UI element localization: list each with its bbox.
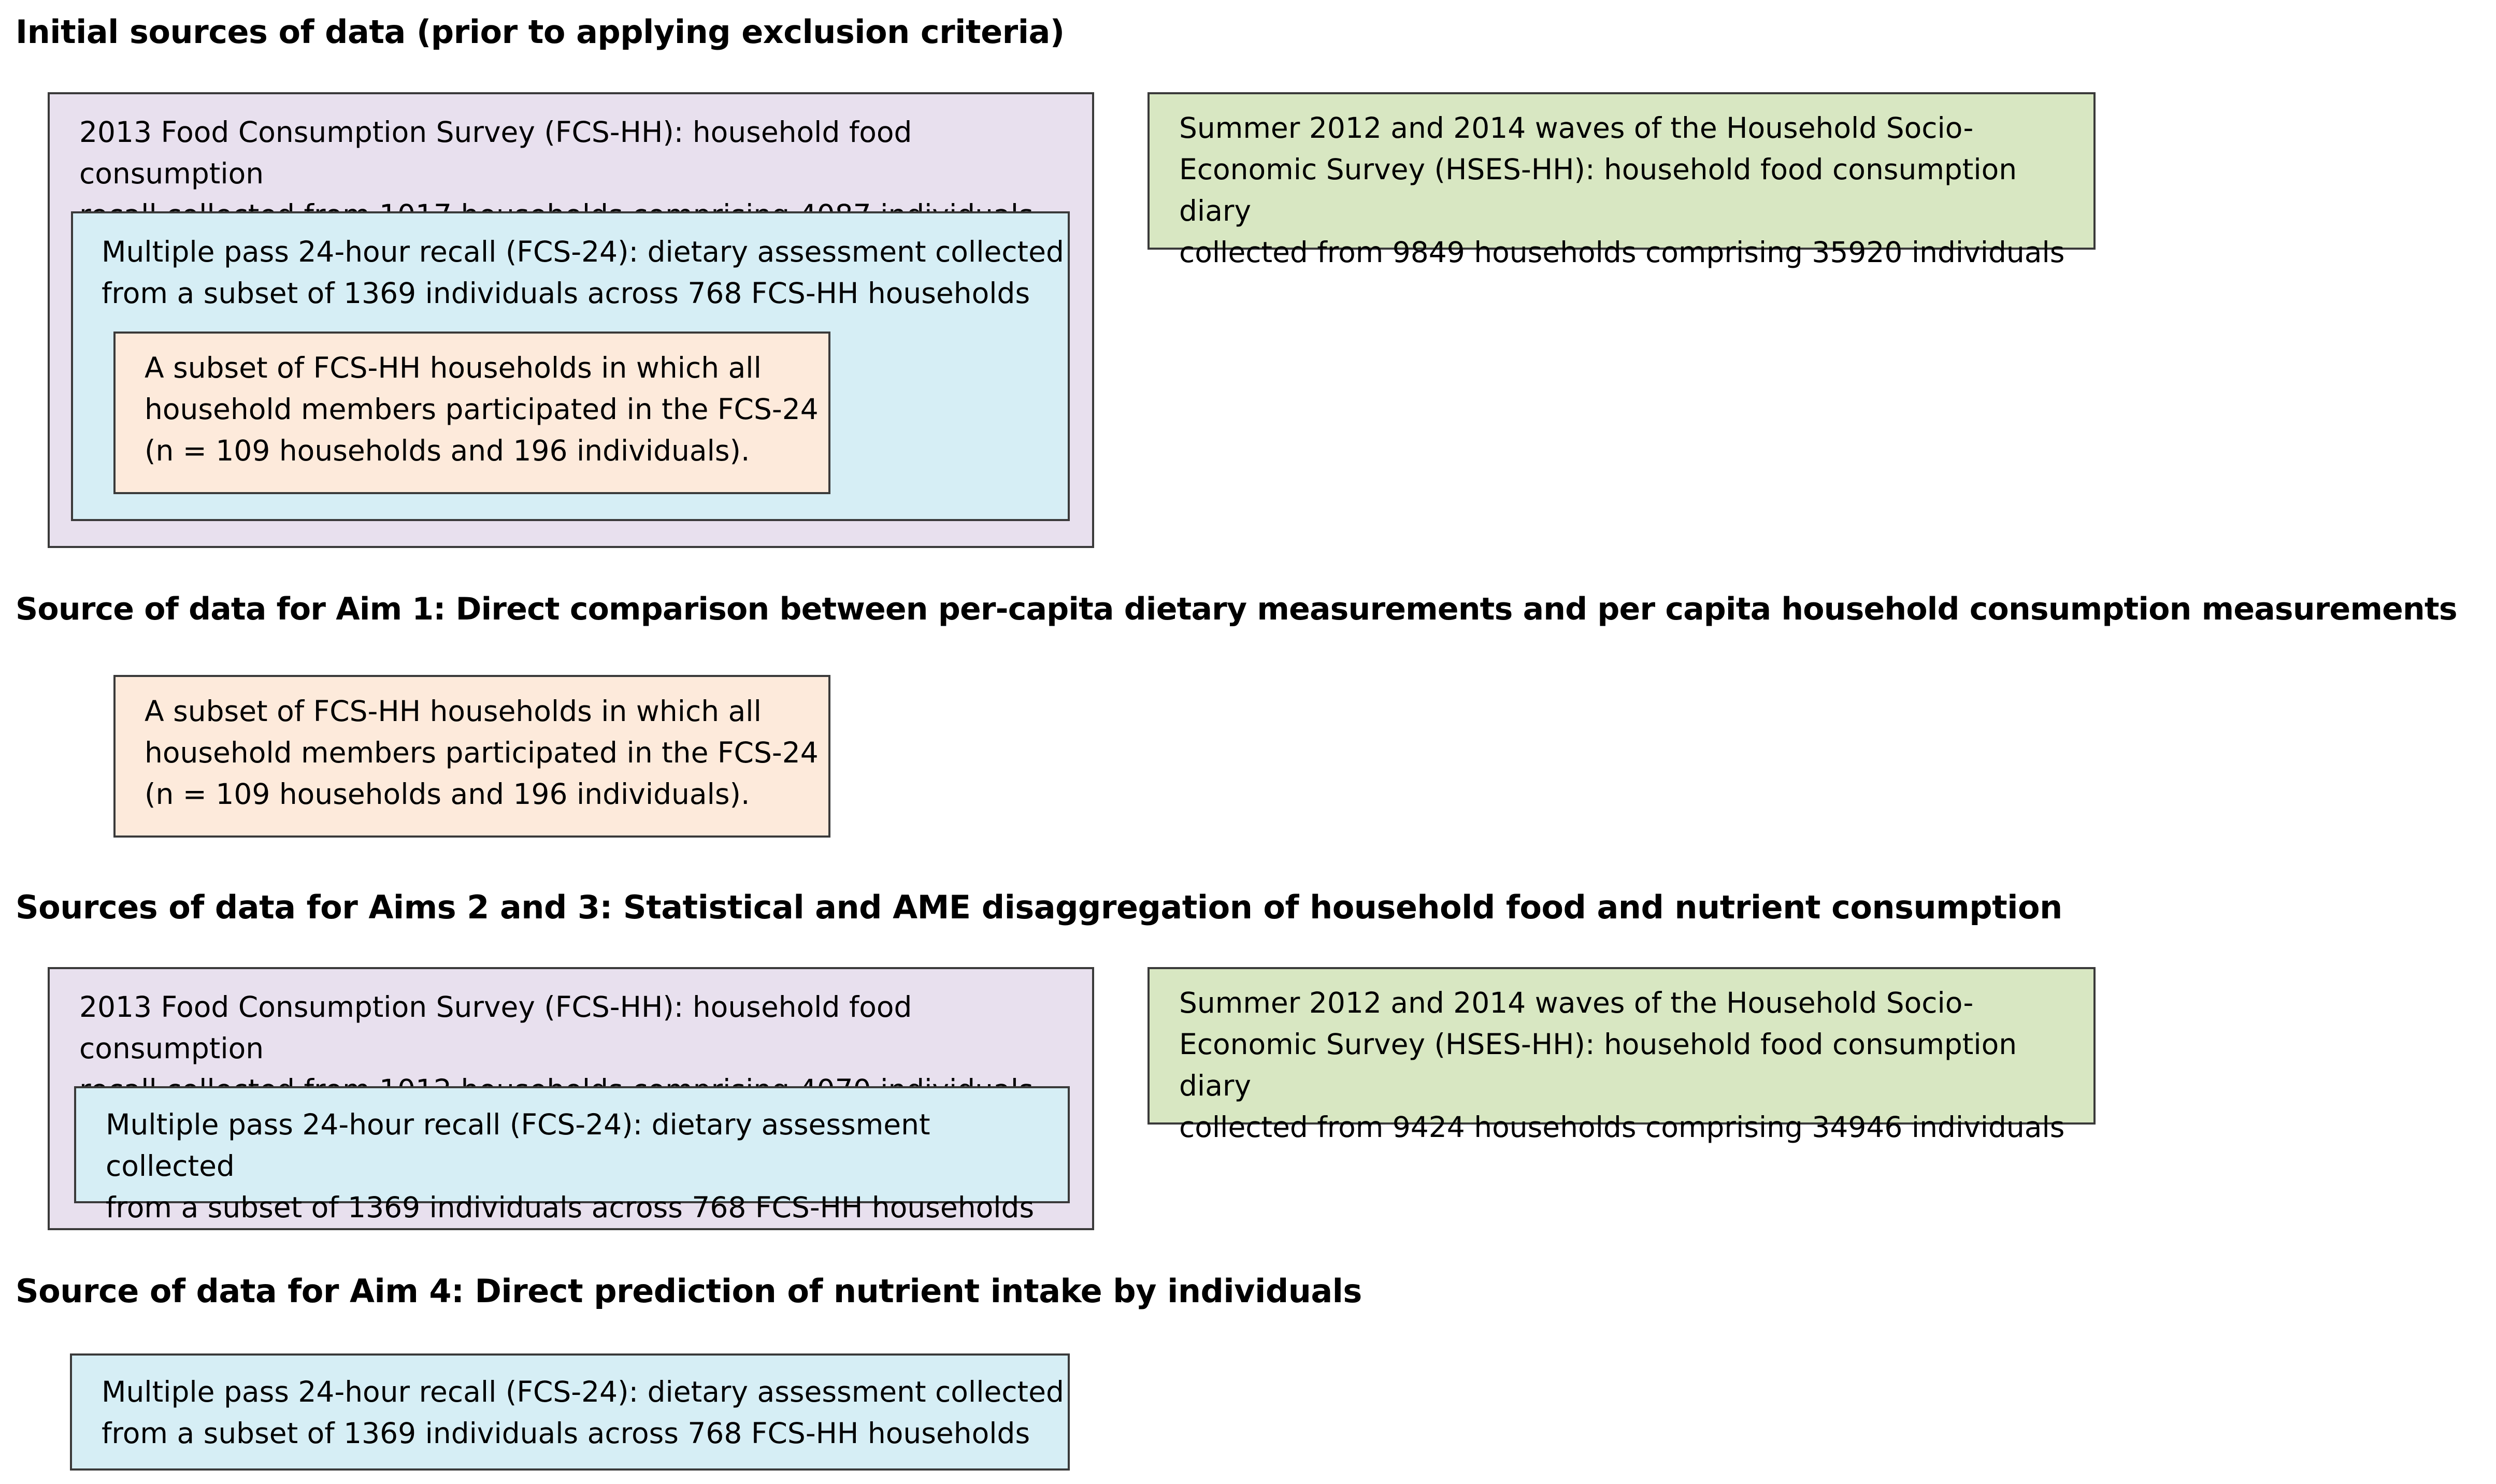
- aim1-subset-box: [113, 675, 830, 838]
- aim1-subset-text: A subset of FCS-HH households in which all household members participated in the FCS-24 (n = 109 households and 196 individuals).: [145, 695, 819, 811]
- initial-hses-box: [1147, 92, 2096, 269]
- aim1-heading: Source of data for Aim 1: Direct comparison between per-capita dietary measurements and per capita household consumption measurements: [16, 591, 2457, 627]
- aim4-fcs-24-box: [70, 1353, 1070, 1471]
- initial-subset-text: A subset of FCS-HH households in which all household members participated in the FCS-24 (n = 109 households and 196 individuals).: [145, 351, 819, 467]
- initial-sources-heading: Initial sources of data (prior to applying exclusion criteria): [16, 13, 1065, 51]
- initial-hses-text: Summer 2012 and 2014 waves of the Household Socio- Economic Survey (HSES-HH): household food consumption diary collected from 9849 households comprising 35920 individuals: [1179, 111, 2065, 269]
- aims23-fcs-hh-text: 2013 Food Consumption Survey (FCS-HH): household food consumption: [79, 990, 912, 1065]
- initial-fcs-24-text: Multiple pass 24-hour recall (FCS-24): dietary assessment collected from a subset of 1369 individuals across 768 FCS-HH households: [102, 235, 1064, 310]
- aims23-hses-box: [1147, 967, 2096, 1144]
- initial-fcs-hh-text: 2013 Food Consumption Survey (FCS-HH): household food consumption: [79, 116, 912, 190]
- aim4-heading: Source of data for Aim 4: Direct prediction of nutrient intake by individuals: [16, 1272, 1362, 1310]
- aims23-heading: Sources of data for Aims 2 and 3: Statistical and AME disaggregation of household food and nutrient consumption: [16, 888, 2062, 926]
- aim4-fcs-24-text: Multiple pass 24-hour recall (FCS-24): dietary assessment collected from a subset of 1369 individuals across 768 FCS-HH households: [102, 1375, 1064, 1450]
- aims23-hses-text: Summer 2012 and 2014 waves of the Household Socio- Economic Survey (HSES-HH): household food consumption diary collected from 9424 households comprising 34946 individuals: [1179, 986, 2065, 1144]
- aims23-fcs-24-text: Multiple pass 24-hour recall (FCS-24): dietary assessment collected from a subset of 1369 individuals across 768 FCS-HH households: [106, 1108, 1035, 1224]
- aims23-fcs-24-box: [74, 1086, 1070, 1224]
- initial-subset-box: [113, 332, 830, 494]
